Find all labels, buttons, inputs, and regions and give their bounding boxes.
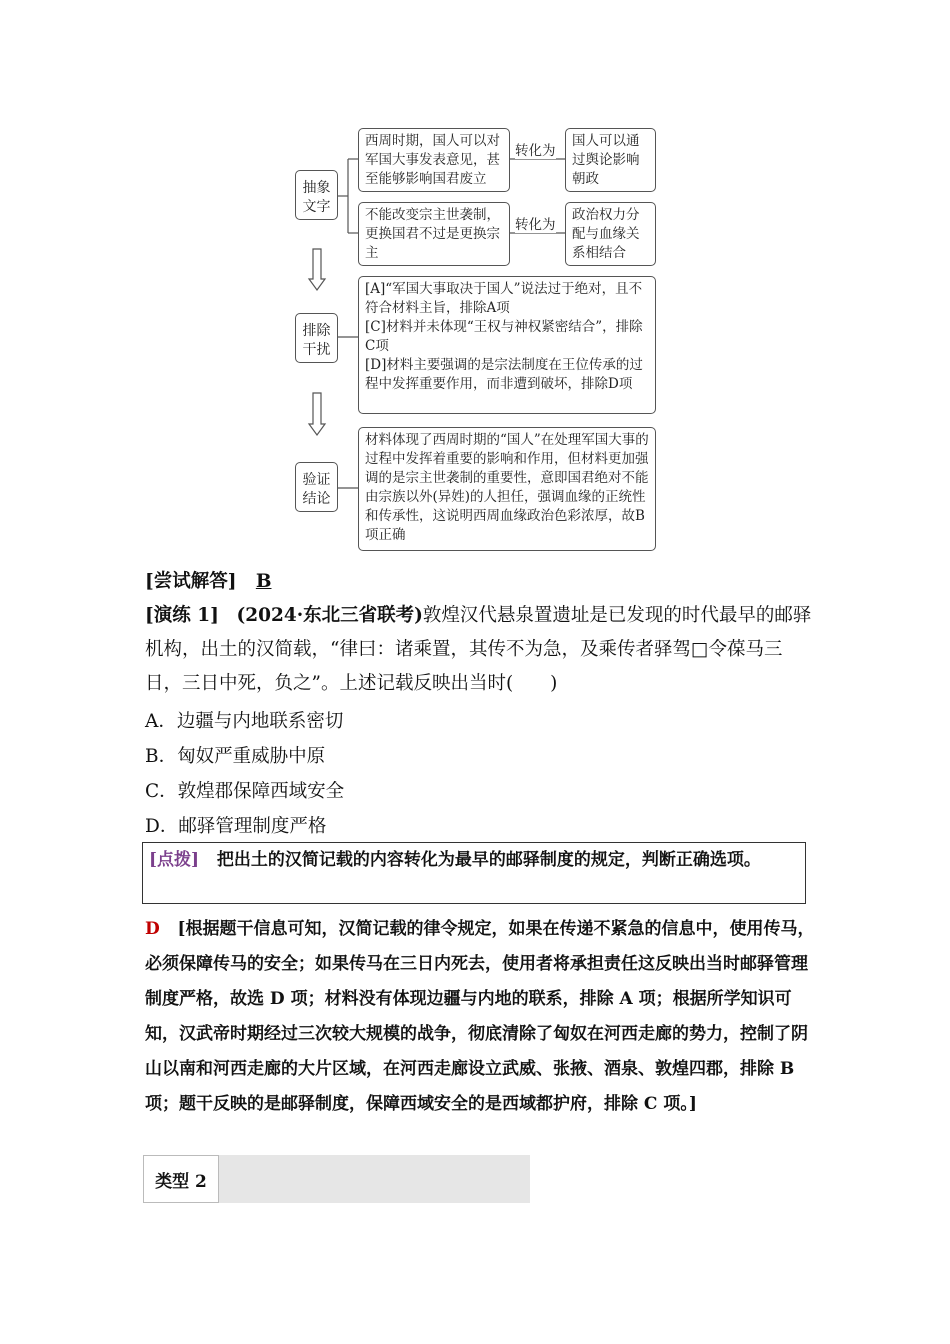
hint-box	[142, 842, 806, 904]
stage-label-line2: 文字	[302, 199, 331, 215]
stage-label-line2: 结论	[302, 491, 331, 507]
exclude-a: [A]“军国大事取决于国人”说法过于绝对，且不符合材料主旨，排除A项	[365, 281, 643, 316]
stage-verify-conclusion	[295, 462, 338, 512]
row2-convert-label: 转化为	[515, 213, 556, 233]
section-type-tab: 类型 2	[143, 1155, 219, 1203]
row1-right-box: 国人可以通过舆论影响朝政	[565, 128, 656, 192]
exclude-d: [D]材料主要强调的是宗法制度在王位传承的过程中发挥重要作用，而非遭到破坏，排除D项	[365, 357, 643, 392]
stage-label-line1: 排除	[302, 323, 331, 339]
hint-label: [点拨]	[149, 850, 200, 870]
attempt-answer	[145, 565, 815, 599]
option-b: B．匈奴严重威胁中原	[145, 746, 326, 767]
stage-label-line2: 干扰	[302, 342, 331, 358]
row1-left-box: 西周时期，国人可以对军国大事发表意见，甚至能够影响国君废立	[358, 128, 510, 192]
conclusion-box: 材料体现了西周时期的“国人”在处理军国大事的过程中发挥着重要的影响和作用，但材料更加强调的是宗主世袭制的重要性，意即国君绝对不能由宗族以外(异姓)的人担任，强调血缘的正统性和传承性，这说明西周血缘政治色彩浓厚，故B项正确	[358, 427, 656, 551]
solution-paragraph	[145, 912, 817, 1122]
row2-left-box: 不能改变宗主世袭制，更换国君不过是更换宗主	[358, 202, 510, 266]
solution-letter: D	[145, 919, 160, 939]
stage-label-line1: 验证	[302, 472, 331, 488]
option-a: A．边疆与内地联系密切	[145, 711, 344, 732]
exercise-source: (2024·东北三省联考)	[236, 605, 423, 626]
row2-right-box: 政治权力分配与血缘关系相结合	[565, 202, 656, 266]
exclusion-box	[358, 276, 656, 414]
option-c: C．敦煌郡保障西域安全	[145, 781, 345, 802]
exercise-label: [演练 1]	[145, 605, 219, 626]
exercise-question	[145, 599, 815, 701]
stage-label-line1: 抽象	[302, 180, 331, 196]
exercise-stem: 敦煌汉代悬泉置遗址是已发现的时代最早的邮驿机构，出土的汉简载，“律曰：诸乘置，其传不为急，及乘传者驿驾□令葆马三日，三日中死，负之”。上述记载反映出当时( )	[145, 605, 812, 694]
stage-abstract-text	[295, 170, 338, 220]
row1-convert-label: 转化为	[515, 139, 556, 159]
option-d: D．邮驿管理制度严格	[145, 816, 327, 837]
solution-text: [根据题干信息可知，汉简记载的律令规定，如果在传递不紧急的信息中，使用传马，必须保障传马的安全；如果传马在三日内死去，使用者将承担责任这反映出当时邮驿管理制度严格，故选 D 项；材料没有体现边疆与内地的联系，排除 A 项；根据所学知识可知，汉武帝时期经过三次较大规模的战争，彻底清除了匈奴在河西走廊的势力，控制了阴山以南和河西走廊的大片区域，在河西走廊设立武威、张掖、酒泉、敦煌四郡，排除 B 项；题干反映的是邮驿制度，保障西域安全的是西域都护府，排除 C 项。]	[145, 919, 815, 1114]
hint-text: 把出土的汉简记载的内容转化为最早的邮驿制度的规定，判断正确选项。	[216, 850, 761, 870]
attempt-label: [尝试解答]	[145, 571, 237, 592]
attempt-value: B	[255, 571, 272, 592]
stage-exclude-interference	[295, 313, 338, 363]
exclude-c: [C]材料并未体现“王权与神权紧密结合”，排除C项	[365, 319, 643, 354]
